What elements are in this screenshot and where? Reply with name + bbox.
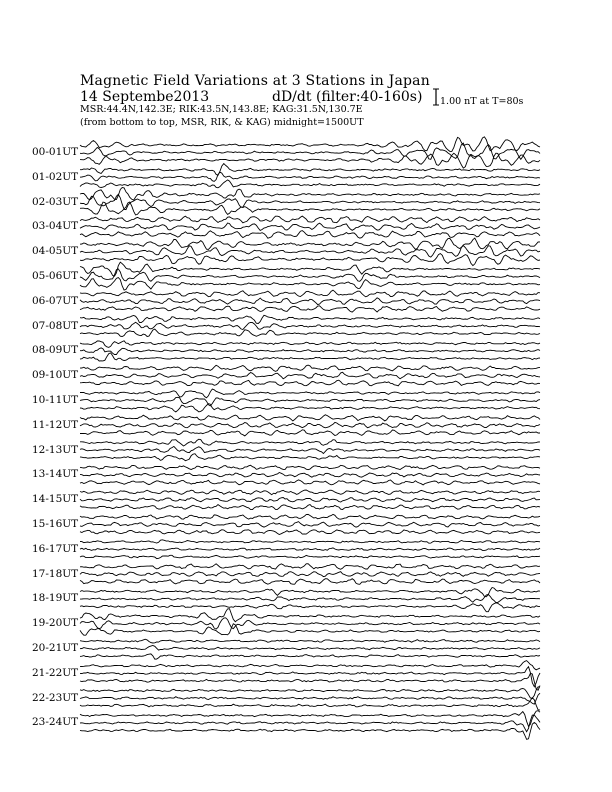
hour-label: 10-11UT — [32, 394, 79, 406]
hour-label: 18-19UT — [32, 592, 79, 605]
trace-12-13UT-3 — [80, 454, 540, 461]
trace-14-15UT-2 — [80, 498, 540, 503]
hour-label: 05-06UT — [32, 270, 79, 282]
hour-label: 07-08UT — [32, 319, 79, 332]
hour-label: 06-07UT — [32, 294, 79, 307]
trace-16-17UT-2 — [80, 548, 540, 551]
trace-06-07UT-1 — [80, 290, 540, 297]
trace-23-24UT-3 — [80, 723, 540, 740]
trace-21-22UT-1 — [80, 661, 540, 670]
trace-13-14UT-2 — [80, 473, 540, 478]
trace-15-16UT-2 — [80, 522, 540, 528]
trace-04-05UT-3 — [80, 254, 540, 266]
trace-20-21UT-2 — [80, 646, 540, 651]
hour-label: 17-18UT — [32, 567, 79, 580]
hour-label: 11-12UT — [32, 418, 79, 431]
trace-19-20UT-3 — [80, 624, 540, 636]
hour-label: 22-23UT — [32, 691, 79, 704]
trace-10-11UT-2 — [80, 397, 540, 406]
hour-label: 23-24UT — [32, 716, 79, 729]
trace-21-22UT-2 — [80, 667, 540, 687]
trace-17-18UT-1 — [80, 564, 540, 570]
hour-label: 21-22UT — [32, 666, 79, 679]
trace-03-04UT-3 — [80, 231, 540, 239]
trace-18-19UT-2 — [80, 594, 540, 602]
trace-00-01UT-1 — [80, 137, 540, 152]
trace-18-19UT-3 — [80, 603, 540, 612]
trace-01-02UT-3 — [80, 180, 540, 188]
trace-04-05UT-1 — [80, 238, 540, 249]
trace-01-02UT-2 — [80, 172, 540, 181]
hour-label: 04-05UT — [32, 245, 79, 258]
hour-label: 16-17UT — [32, 542, 79, 555]
hour-label: 09-10UT — [32, 369, 79, 382]
trace-01-02UT-1 — [80, 164, 540, 176]
trace-02-03UT-3 — [80, 202, 540, 215]
hour-label: 13-14UT — [32, 468, 79, 481]
trace-17-18UT-2 — [80, 572, 540, 577]
trace-09-10UT-3 — [80, 380, 540, 386]
trace-18-19UT-1 — [80, 588, 540, 597]
hour-label: 03-04UT — [32, 220, 79, 233]
trace-13-14UT-1 — [80, 465, 540, 469]
trace-05-06UT-2 — [80, 269, 540, 281]
hour-label: 01-02UT — [32, 170, 79, 183]
hour-label: 20-21UT — [32, 642, 79, 654]
trace-11-12UT-2 — [80, 422, 540, 427]
trace-17-18UT-3 — [80, 579, 540, 585]
trace-21-22UT-3 — [80, 673, 540, 690]
trace-16-17UT-1 — [80, 540, 540, 543]
trace-07-08UT-3 — [80, 329, 540, 336]
trace-09-10UT-2 — [80, 372, 540, 379]
hour-label: 15-16UT — [32, 518, 79, 530]
trace-05-06UT-1 — [80, 262, 540, 276]
trace-08-09UT-1 — [80, 341, 540, 348]
trace-00-01UT-3 — [80, 153, 540, 168]
trace-11-12UT-1 — [80, 415, 540, 421]
trace-06-07UT-2 — [80, 298, 540, 305]
trace-08-09UT-2 — [80, 348, 540, 355]
trace-14-15UT-1 — [80, 490, 540, 495]
trace-20-21UT-1 — [80, 639, 540, 643]
scale-label: 1.00 nT at T=80s — [440, 96, 524, 107]
hour-label: 12-13UT — [32, 443, 79, 456]
hour-label: 08-09UT — [32, 344, 79, 357]
stations-note: MSR:44.4N,142.3E; RIK:43.5N,143.8E; KAG:31.5N,130.7E — [80, 104, 363, 115]
trace-14-15UT-3 — [80, 505, 540, 510]
trace-16-17UT-3 — [80, 555, 540, 558]
trace-19-20UT-2 — [80, 618, 540, 629]
hour-label: 14-15UT — [32, 493, 79, 506]
hour-label: 19-20UT — [32, 617, 79, 630]
trace-13-14UT-3 — [80, 480, 540, 485]
trace-22-23UT-2 — [80, 693, 540, 704]
trace-12-13UT-1 — [80, 439, 540, 446]
trace-15-16UT-3 — [80, 530, 540, 535]
trace-22-23UT-3 — [80, 698, 540, 710]
chart-title: Magnetic Field Variations at 3 Stations in Japan — [80, 73, 430, 89]
trace-10-11UT-1 — [80, 389, 540, 398]
trace-23-24UT-1 — [80, 711, 540, 727]
trace-03-04UT-2 — [80, 223, 540, 230]
trace-08-09UT-3 — [80, 353, 540, 361]
trace-20-21UT-3 — [80, 654, 540, 659]
trace-06-07UT-3 — [80, 306, 540, 312]
date-label: 14 Septembe2013 — [80, 89, 210, 105]
trace-15-16UT-1 — [80, 514, 540, 519]
trace-03-04UT-1 — [80, 216, 540, 223]
trace-02-03UT-1 — [80, 188, 540, 201]
trace-07-08UT-2 — [80, 322, 540, 329]
trace-10-11UT-3 — [80, 404, 540, 412]
hour-label: 00-01UT — [32, 146, 79, 158]
trace-07-08UT-1 — [80, 315, 540, 323]
order-note: (from bottom to top, MSR, RIK, & KAG) midnight=1500UT — [80, 117, 364, 128]
quantity-label: dD/dt (filter:40-160s) — [272, 89, 423, 105]
trace-22-23UT-1 — [80, 687, 540, 699]
trace-11-12UT-3 — [80, 430, 540, 436]
trace-04-05UT-2 — [80, 246, 540, 258]
trace-09-10UT-1 — [80, 365, 540, 371]
trace-12-13UT-2 — [80, 446, 540, 453]
hour-label: 02-03UT — [32, 195, 79, 208]
trace-19-20UT-1 — [80, 609, 540, 622]
